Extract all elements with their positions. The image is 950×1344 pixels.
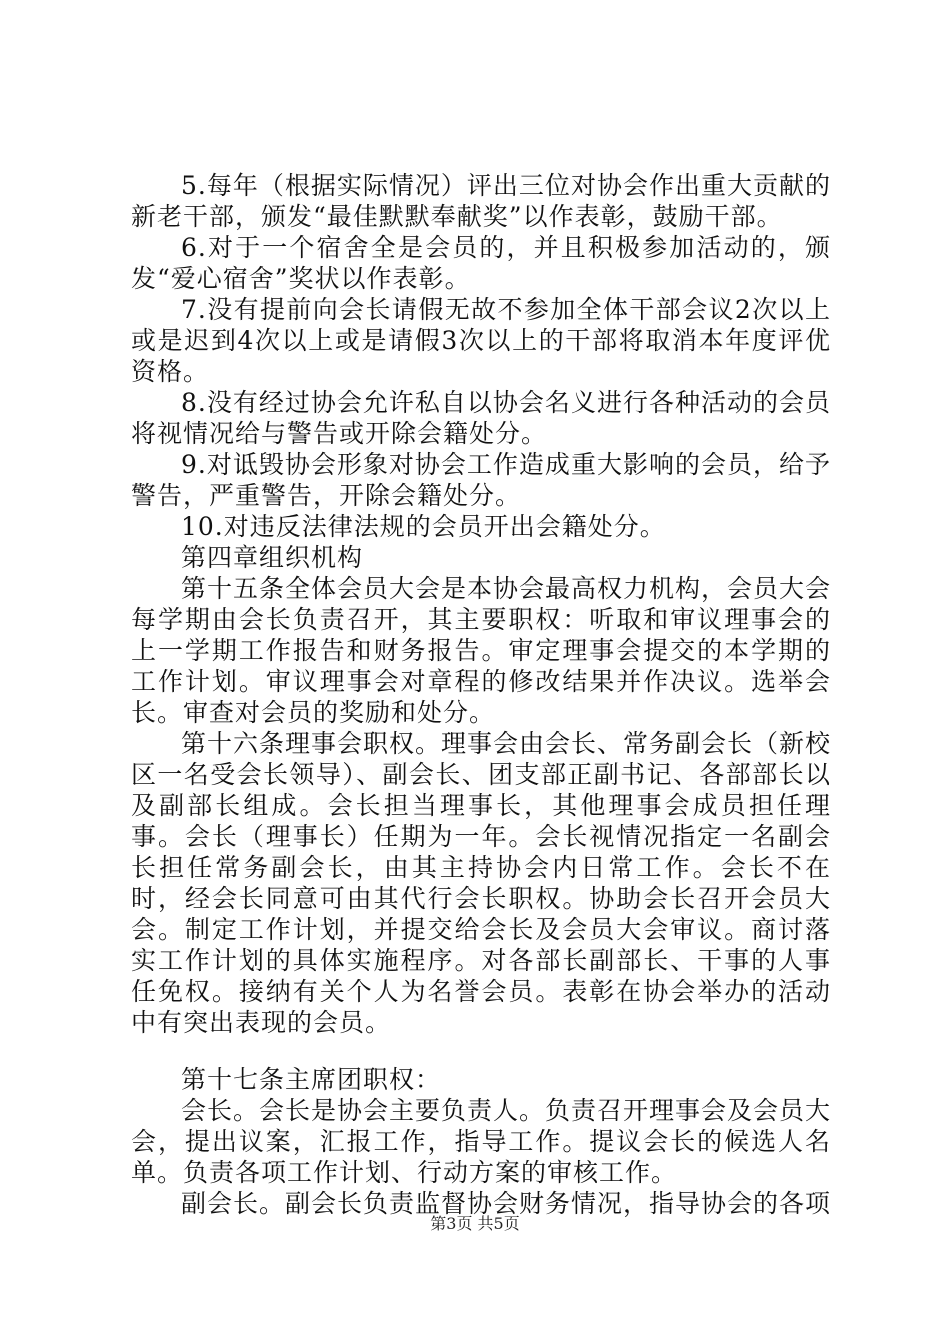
article-17-heading: 第十七条主席团职权：: [181, 1065, 442, 1094]
article-16: 第十六条理事会职权。理事会由会长、常务副会长（新校区一名受会长领导）、副会长、团支部正副书记、各部部长以及副部长组成。会长担当理事长，其他理事会成员担任理事。会长（理事长）任期为一年。会长视情况指定一名副会长担任常务副会长，由其主持协会内日常工作。会长不在时，经会长同意可由其代行会长职权。协助会长召开会员大会。制定工作计划，并提交给会长及会员大会审议。商讨落实工作计划的具体实施程序。对各部长副部长、干事的人事任免权。接纳有关个人为名誉会员。表彰在协会举办的活动中有突出表现的会员。: [131, 729, 832, 1037]
page-footer: 第3页 共5页: [430, 1214, 520, 1233]
document-body: [131, 170, 831, 1219]
article-15: 第十五条全体会员大会是本协会最高权力机构，会员大会每学期由会长负责召开，其主要职权：听取和审议理事会的上一学期工作报告和财务报告。审定理事会提交的本学期的工作计划。审议理事会对章程的修改结果并作决议。选举会长。审查对会员的奖励和处分。: [131, 574, 832, 727]
paragraph-item-7: 7.没有提前向会长请假无故不参加全体干部会议2次以上或是迟到4次以上或是请假3次以上的干部将取消本年度评优资格。: [131, 295, 831, 386]
chapter-heading: 第四章组织机构: [181, 543, 364, 572]
vice-president-duties: 副会长。副会长负责监督协会财务情况，指导协会的各项: [181, 1189, 832, 1218]
paragraph-item-10: 10.对违反法律法规的会员开出会籍处分。: [181, 512, 666, 541]
paragraph-item-6: 6.对于一个宿舍全是会员的，并且积极参加活动的，颁发“爱心宿舍”奖状以作表彰。: [131, 233, 831, 293]
paragraph-item-5: 5.每年（根据实际情况）评出三位对协会作出重大贡献的新老干部，颁发“最佳默默奉献奖”以作表彰，鼓励干部。: [131, 171, 831, 231]
paragraph-item-9: 9.对诋毁协会形象对协会工作造成重大影响的会员，给予警告，严重警告，开除会籍处分。: [131, 450, 831, 510]
president-duties: 会长。会长是协会主要负责人。负责召开理事会及会员大会，提出议案，汇报工作，指导工作。提议会长的候选人名单。负责各项工作计划、行动方案的审核工作。: [131, 1096, 832, 1187]
paragraph-item-8: 8.没有经过协会允许私自以协会名义进行各种活动的会员将视情况给与警告或开除会籍处分。: [131, 388, 831, 448]
